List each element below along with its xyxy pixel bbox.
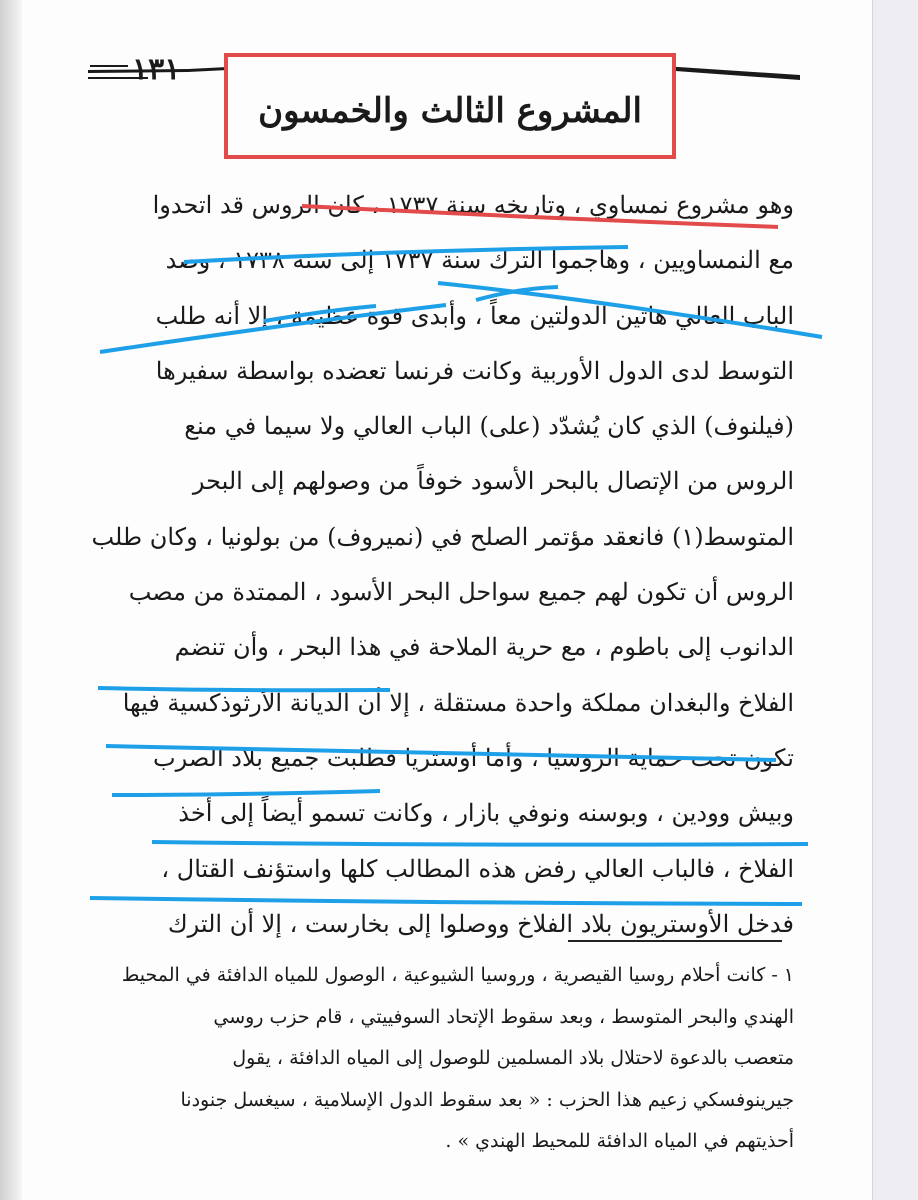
body-line: وبيش وودين ، وبوسنه ونوفي بازار ، وكانت تسمو أيضاً إلى أخذ [178,799,794,828]
body-line: الروس من الإتصال بالبحر الأسود خوفاً من وصولهم إلى البحر [192,467,794,496]
chapter-title-box [224,53,676,159]
body-line: الفلاخ والبغدان مملكة واحدة مستقلة ، إلا أن الديانة الأرثوذكسية فيها [122,688,794,717]
chapter-title: المشروع الثالث والخمسون [258,91,642,131]
page-number: ١٣١ [132,52,181,87]
footnote-line: جيرينوفسكي زعيم هذا الحزب : « بعد سقوط الدول الإسلامية ، سيغسل جنودنا [180,1088,794,1111]
body-line: الروس أن تكون لهم جميع سواحل البحر الأسود ، الممتدة من مصب [128,578,794,607]
footnote-line: متعصب بالدعوة لاحتلال بلاد المسلمين للوصول إلى المياه الدافئة ، يقول [232,1047,794,1069]
footnote-line: الهندي والبحر المتوسط ، وبعد سقوط الإتحاد السوفييتي ، قام حزب روسي [213,1005,794,1028]
body-line: مع النمساويين ، وهاجموا الترك سنة ١٧٣٧ إلى سنة ١٧٣٨ ، وصد [165,246,794,275]
viewer-margin [872,0,918,1200]
body-line: (فيلنوف) الذي كان يُشدّد (على) الباب العالي ولا سيما في منع [184,412,794,441]
footnote-line: أحذيتهم في المياه الدافئة للمحيط الهندي » . [445,1130,794,1152]
body-line: تكون تحت حماية الروسيا ، وأما أوستريا فطلبت جميع بلاد الصرب [152,743,794,772]
body-line: وهو مشروع نمساوي ، وتاريخه سنة ١٧٣٧ ، كان الروس قد اتحدوا [152,191,794,219]
body-line: الفلاخ ، فالباب العالي رفض هذه المطالب كلها واستؤنف القتال ، [161,854,794,883]
footnote-text [84,955,794,1163]
body-line: التوسط لدى الدول الأوربية وكانت فرنسا تعضده بواسطة سفيرها [155,356,794,385]
body-text [82,178,794,952]
footnote-separator [568,940,782,942]
footnote-line: ١ - كانت أحلام روسيا القيصرية ، وروسيا الشيوعية ، الوصول للمياه الدافئة في المحيط [121,964,794,986]
body-line: الباب العالي هاتين الدولتين معاً ، وأبدى قوة عظيمة ، إلا أنه طلب [155,301,794,330]
body-line: المتوسط(١) فانعقد مؤتمر الصلح في (نميروف) من بولونيا ، وكان طلب [91,522,794,551]
body-line: الدانوب إلى باطوم ، مع حرية الملاحة في هذا البحر ، وأن تنضم [174,633,794,662]
page-binding-edge [0,0,22,1200]
body-line: فدخل الأوستريون بلاد الفلاخ ووصلوا إلى بخارست ، إلا أن الترك [167,909,794,938]
